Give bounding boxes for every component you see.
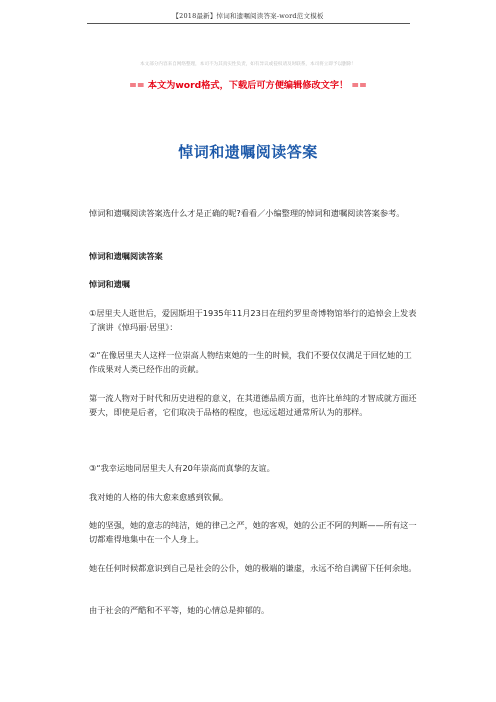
disclaimer-text: 本文部分内容来自网络整理，本司不为其真实性负责，如有异议或侵权请及时联系，本司将立即予以删除！ (140, 62, 356, 67)
header-divider (87, 23, 410, 24)
paragraph-1: ①居里夫人逝世后，爱因斯坦于1935年11月23日在纽约罗里奇博物馆举行的追悼会上发表了演讲《悼玛丽·居里》： (89, 308, 417, 332)
article-heading: 悼词和遗嘱 (89, 279, 130, 289)
word-format-banner: == 本文为word格式，下载后可方便编辑修改文字！ == (129, 80, 367, 91)
paragraph-7: 她在任何时候都意识到自己是社会的公仆，她的极端的谦虚，永远不给自满留下任何余地。 (89, 563, 417, 573)
intro-paragraph: 悼词和遗嘱阅读答案选什么才是正确的呢?看看／小编整理的悼词和遗嘱阅读答案参考。 (89, 208, 405, 218)
paragraph-8: 由于社会的严酷和不平等，她的心情总是抑郁的。 (89, 605, 270, 615)
paragraph-3: 第一流人物对于时代和历史进程的意义，在其道德品质方面，也许比单纯的才智成就方面还要大，即使是后者，它们取决于品格的程度，也远远超过通常所认为的那样。 (89, 393, 417, 417)
paragraph-5: 我对她的人格的伟大愈来愈感到钦佩。 (89, 492, 229, 502)
paragraph-4: ③“我幸运地同居里夫人有20年崇高而真挚的友谊。 (89, 463, 275, 473)
section-heading: 悼词和遗嘱阅读答案 (89, 251, 163, 261)
page-header-title: 【2018最新】悼词和遗嘱阅读答案-word范文模板 (172, 12, 324, 20)
paragraph-2: ②“在像居里夫人这样一位崇高人物结束她的一生的时候，我们不要仅仅满足于回忆她的工作成果对人类已经作出的贡献。 (89, 350, 412, 374)
document-title: 悼词和遗嘱阅读答案 (178, 143, 318, 161)
paragraph-6: 她的坚强，她的意志的纯洁，她的律己之严，她的客观，她的公正不阿的判断——所有这一切都难得地集中在一个人身上。 (89, 520, 417, 544)
